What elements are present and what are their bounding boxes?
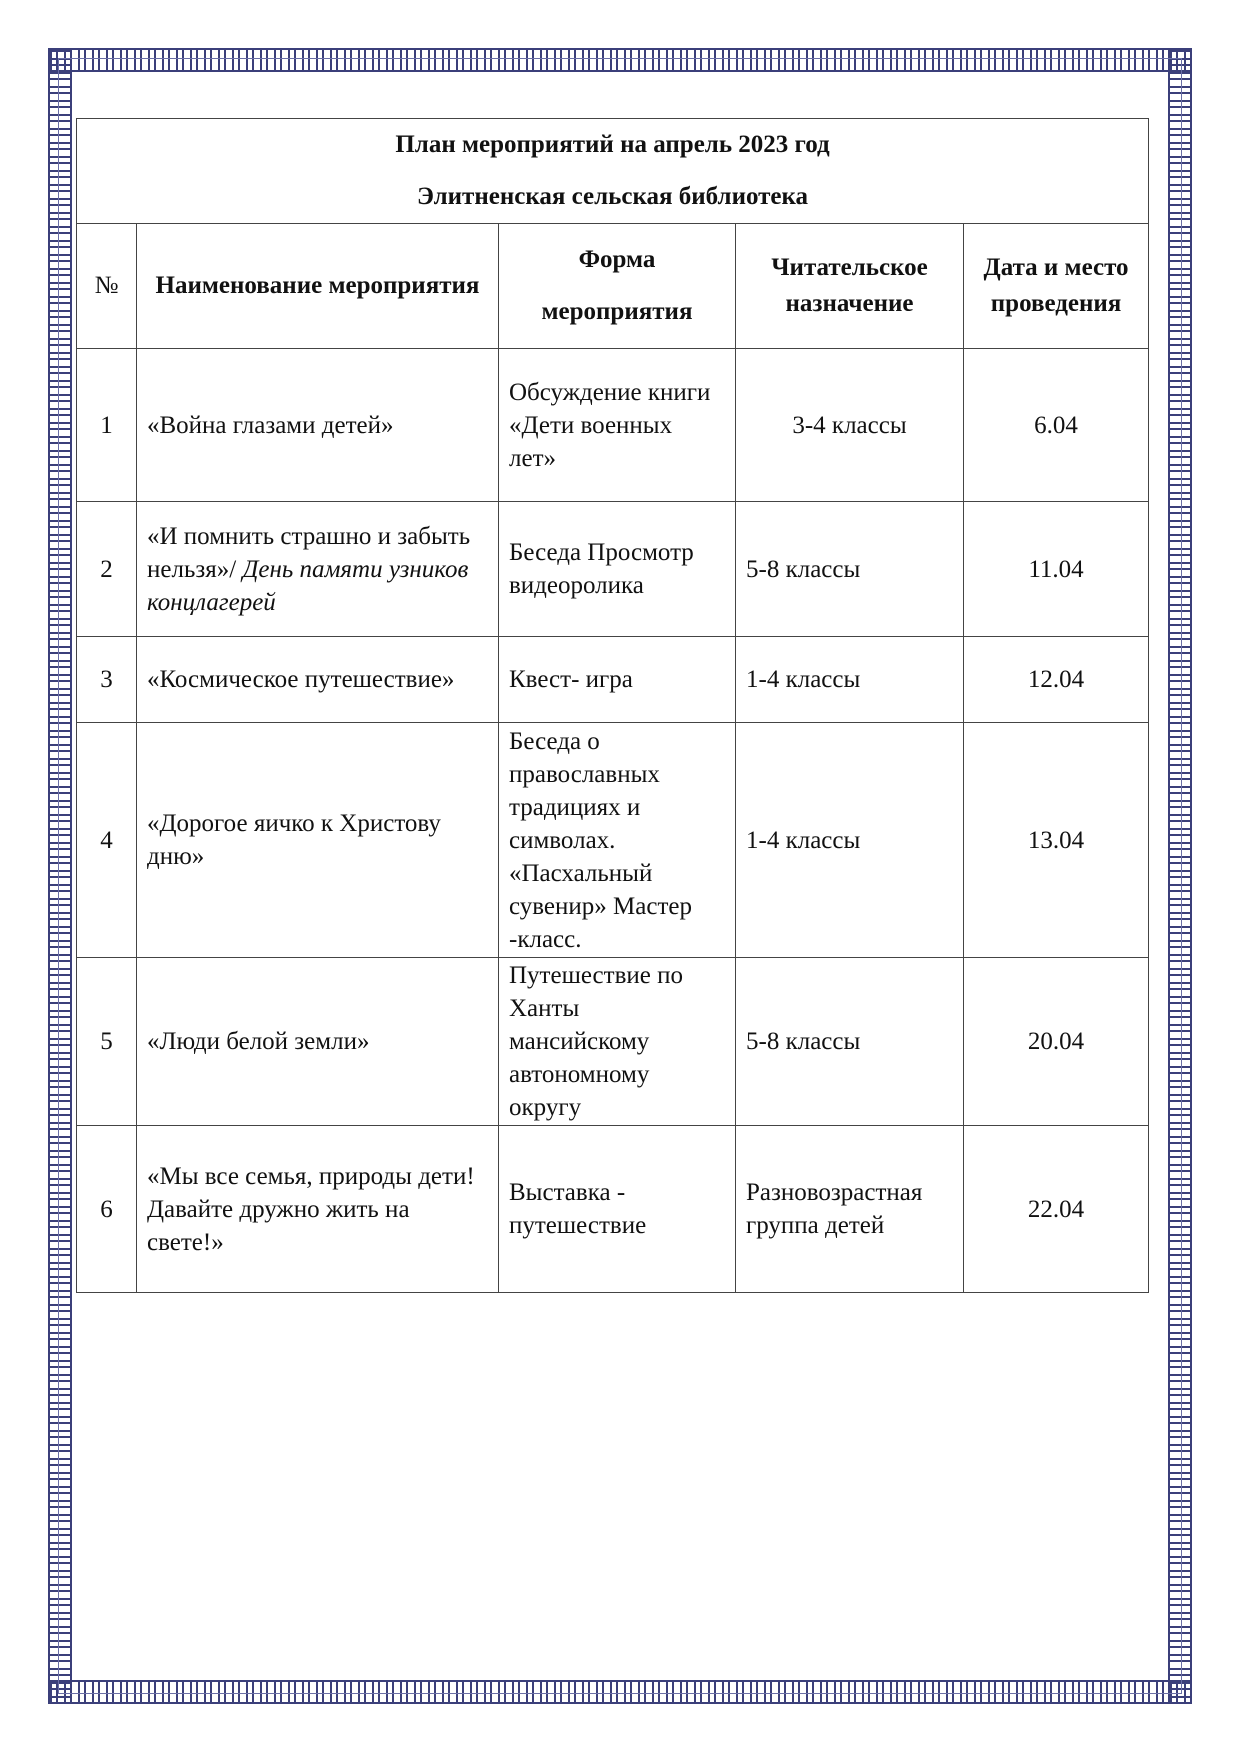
page-title: План мероприятий на апрель 2023 год <box>395 131 830 158</box>
row-name <box>137 1126 499 1293</box>
library-name: Элитненская сельская библиотека <box>416 183 809 210</box>
row-name: «Космическое путешествие» <box>137 637 499 723</box>
table-row <box>77 349 1149 502</box>
column-header-num: № <box>77 224 137 349</box>
row-name: «Люди белой земли» <box>137 958 499 1126</box>
column-header-form-line1: Форма <box>578 246 656 273</box>
row-audience: 1-4 классы <box>736 637 964 723</box>
row-audience: 1-4 классы <box>736 723 964 958</box>
row-date: 12.04 <box>964 637 1149 723</box>
table-row <box>77 723 1149 958</box>
row-audience: 3-4 классы <box>736 349 964 502</box>
table-title-row <box>77 119 1149 224</box>
row-form: Беседа Просмотр видеоролика <box>499 502 736 637</box>
row-name-main: «И помнить страшно и забыть нельзя»/ <box>147 522 471 583</box>
row-form: Квест- игра <box>499 637 736 723</box>
row-name-line2: Давайте дружно жить на свете!» <box>147 1195 410 1256</box>
row-num: 3 <box>77 637 137 723</box>
row-form: Беседа о православных традициях и символах. «Пасхальный сувенир» Мастер -класс. <box>499 723 736 958</box>
table-title-cell <box>77 119 1149 224</box>
table-row <box>77 1126 1149 1293</box>
row-date: 11.04 <box>964 502 1149 637</box>
row-num: 4 <box>77 723 137 958</box>
row-name: «Война глазами детей» <box>137 349 499 502</box>
row-form: Обсуждение книги «Дети военных лет» <box>499 349 736 502</box>
row-num: 6 <box>77 1126 137 1293</box>
column-header-name: Наименование мероприятия <box>137 224 499 349</box>
column-header-form-line2: мероприятия <box>541 298 693 325</box>
row-num: 1 <box>77 349 137 502</box>
row-date: 20.04 <box>964 958 1149 1126</box>
table-row <box>77 502 1149 637</box>
row-num: 5 <box>77 958 137 1126</box>
row-num: 2 <box>77 502 137 637</box>
row-date: 13.04 <box>964 723 1149 958</box>
row-form: Выставка - путешествие <box>499 1126 736 1293</box>
row-name-line1: «Мы все семья, природы дети! <box>147 1162 475 1190</box>
row-form: Путешествие по Ханты мансийскому автономному округу <box>499 958 736 1126</box>
column-header-audience: Читательское назначение <box>736 224 964 349</box>
row-audience: Разновозрастная группа детей <box>736 1126 964 1293</box>
row-name-italic: День памяти узников концлагерей <box>147 555 469 616</box>
row-date: 6.04 <box>964 349 1149 502</box>
table-row <box>77 958 1149 1126</box>
row-audience: 5-8 классы <box>736 958 964 1126</box>
column-header-date: Дата и место проведения <box>964 224 1149 349</box>
row-name: «Дорогое яичко к Христову дню» <box>137 723 499 958</box>
table-row <box>77 637 1149 723</box>
table-header-row <box>77 224 1149 349</box>
events-plan-table <box>76 118 1149 1293</box>
row-audience: 5-8 классы <box>736 502 964 637</box>
column-header-form <box>499 224 736 349</box>
row-name <box>137 502 499 637</box>
row-date: 22.04 <box>964 1126 1149 1293</box>
